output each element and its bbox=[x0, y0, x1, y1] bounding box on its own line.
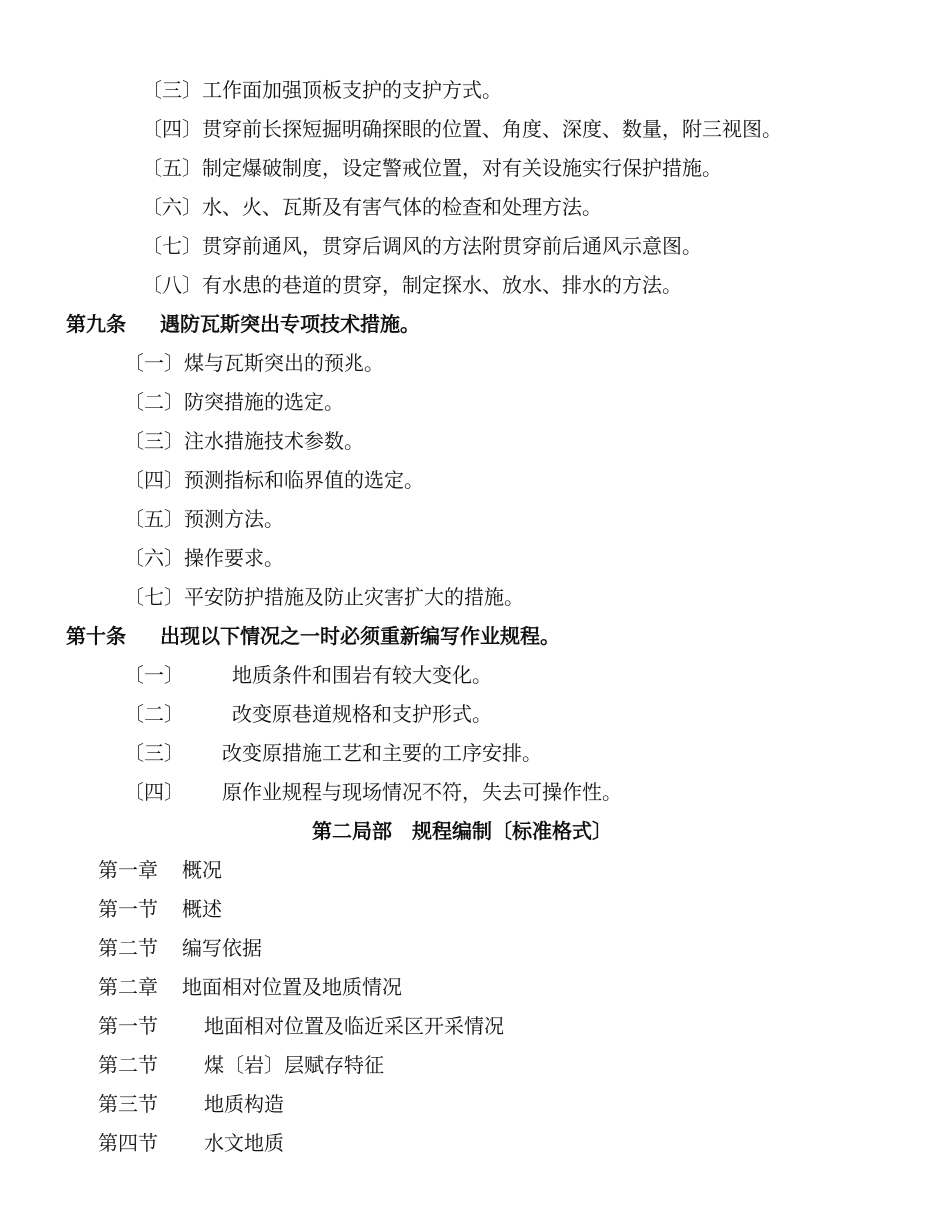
s8-item-8: 〔八〕有水患的巷道的贯穿，制定探水、放水、排水的方法。 bbox=[142, 273, 682, 297]
toc-title: 概况 bbox=[182, 858, 222, 882]
a9-item-5: 〔五〕预测方法。 bbox=[124, 507, 284, 531]
toc-num: 第一章 bbox=[98, 858, 158, 882]
a10-item-2-text: 改变原巷道规格和支护形式。 bbox=[232, 702, 492, 726]
toc-num: 第一节 bbox=[98, 897, 158, 921]
a10-item-1 bbox=[124, 661, 492, 689]
a10-item-1-num: 〔一〕 bbox=[124, 663, 184, 687]
a10-item-4-text: 原作业规程与现场情况不符，失去可操作性。 bbox=[222, 780, 622, 804]
a10-item-2-num: 〔二〕 bbox=[124, 702, 184, 726]
toc-title: 地面相对位置及临近采区开采情况 bbox=[204, 1014, 504, 1038]
s8-item-5: 〔五〕制定爆破制度，设定警戒位置，对有关设施实行保护措施。 bbox=[142, 156, 722, 180]
toc-num: 第二节 bbox=[98, 1053, 158, 1077]
a10-item-3-num: 〔三〕 bbox=[124, 741, 184, 765]
a9-item-3: 〔三〕注水措施技术参数。 bbox=[124, 429, 364, 453]
toc-entry bbox=[98, 1012, 504, 1040]
toc-entry bbox=[98, 895, 222, 923]
a10-item-3 bbox=[124, 739, 542, 767]
toc-num: 第一节 bbox=[98, 1014, 158, 1038]
toc-entry bbox=[98, 934, 262, 962]
toc-title: 煤〔岩〕层赋存特征 bbox=[204, 1053, 384, 1077]
toc-entry bbox=[98, 856, 222, 884]
s8-item-3: 〔三〕工作面加强顶板支护的支护方式。 bbox=[142, 78, 502, 102]
a10-item-1-text: 地质条件和围岩有较大变化。 bbox=[232, 663, 492, 687]
toc-entry bbox=[98, 1090, 284, 1118]
s8-item-4: 〔四〕贯穿前长探短掘明确探眼的位置、角度、深度、数量，附三视图。 bbox=[142, 117, 782, 141]
a10-item-4 bbox=[124, 778, 622, 806]
toc-title: 地面相对位置及地质情况 bbox=[182, 975, 402, 999]
toc-title: 概述 bbox=[182, 897, 222, 921]
toc-num: 第二节 bbox=[98, 936, 158, 960]
a9-item-2: 〔二〕防突措施的选定。 bbox=[124, 390, 344, 414]
toc-entry bbox=[98, 1129, 284, 1157]
article-10-label: 第十条 bbox=[66, 624, 126, 648]
part-2-heading: 第二局部 规程编制〔标准格式〕 bbox=[312, 819, 612, 843]
a10-item-4-num: 〔四〕 bbox=[124, 780, 184, 804]
toc-title: 水文地质 bbox=[204, 1131, 284, 1155]
toc-entry bbox=[98, 1051, 384, 1079]
toc-title: 地质构造 bbox=[204, 1092, 284, 1116]
a10-item-2 bbox=[124, 700, 492, 728]
toc-title: 编写依据 bbox=[182, 936, 262, 960]
a9-item-6: 〔六〕操作要求。 bbox=[124, 546, 284, 570]
article-9-label: 第九条 bbox=[66, 312, 126, 336]
article-10-title: 出现以下情况之一时必须重新编写作业规程。 bbox=[160, 624, 560, 648]
toc-num: 第三节 bbox=[98, 1092, 158, 1116]
article-9-title: 遇防瓦斯突出专项技术措施。 bbox=[160, 312, 420, 336]
a9-item-1: 〔一〕煤与瓦斯突出的预兆。 bbox=[124, 351, 384, 375]
s8-item-6: 〔六〕水、火、瓦斯及有害气体的检查和处理方法。 bbox=[142, 195, 602, 219]
toc-num: 第二章 bbox=[98, 975, 158, 999]
s8-item-7: 〔七〕贯穿前通风，贯穿后调风的方法附贯穿前后通风示意图。 bbox=[142, 234, 702, 258]
toc-num: 第四节 bbox=[98, 1131, 158, 1155]
article-9-heading bbox=[66, 310, 420, 338]
a9-item-7: 〔七〕平安防护措施及防止灾害扩大的措施。 bbox=[124, 585, 524, 609]
article-10-heading bbox=[66, 622, 560, 650]
toc-entry bbox=[98, 973, 402, 1001]
a9-item-4: 〔四〕预测指标和临界值的选定。 bbox=[124, 468, 424, 492]
a10-item-3-text: 改变原措施工艺和主要的工序安排。 bbox=[222, 741, 542, 765]
